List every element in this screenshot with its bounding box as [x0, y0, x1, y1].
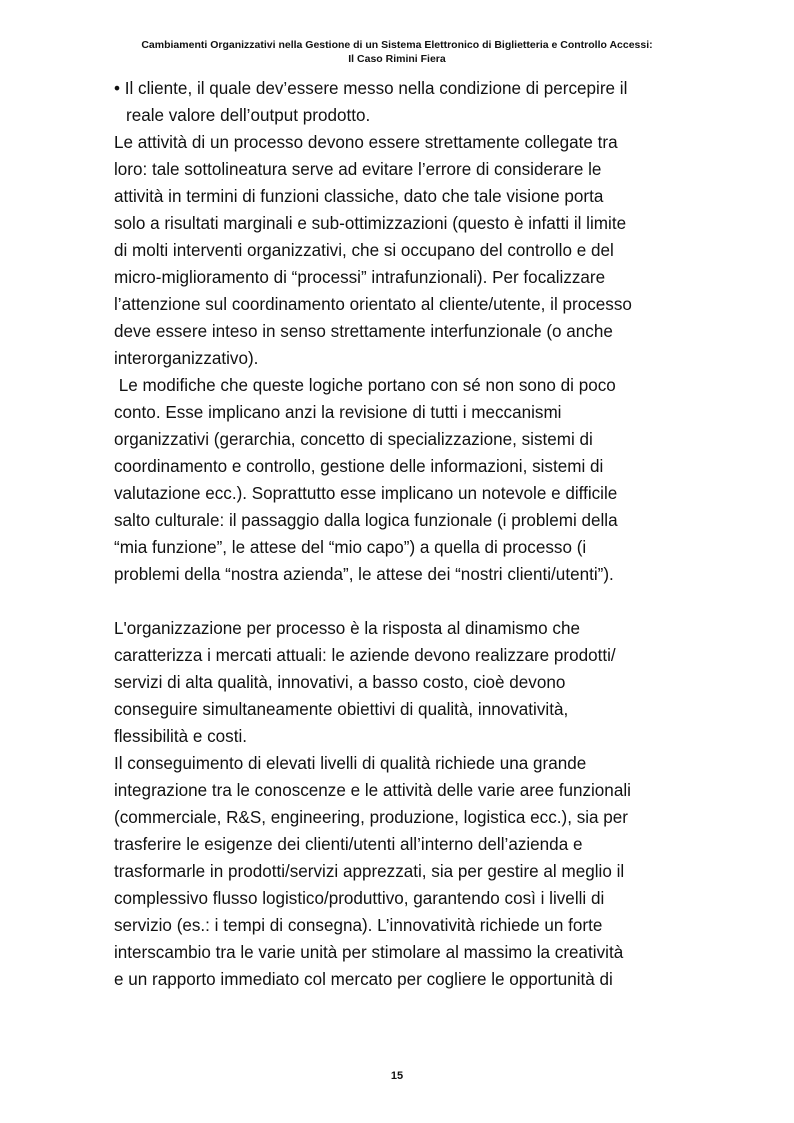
text-line: interorganizzativo).: [114, 349, 259, 368]
header-title-line-1: Cambiamenti Organizzativi nella Gestione di un Sistema Elettronico di Biglietteria e Controllo Accessi:: [141, 39, 653, 51]
text-line: interscambio tra le varie unità per stimolare al massimo la creatività: [114, 943, 624, 962]
text-line: attività in termini di funzioni classiche, dato che tale visione porta: [114, 187, 604, 206]
text-line: Il conseguimento di elevati livelli di qualità richiede una grande: [114, 754, 587, 773]
blank-line: [114, 588, 694, 615]
text-line: solo a risultati marginali e sub-ottimizzazioni (questo è infatti il limite: [114, 214, 627, 233]
text-line: Le attività di un processo devono essere strettamente collegate tra: [114, 133, 618, 152]
text-line: problemi della “nostra azienda”, le attese dei “nostri clienti/utenti”).: [114, 565, 614, 584]
text-line: di molti interventi organizzativi, che si occupano del controllo e del: [114, 241, 614, 260]
text-line: Le modifiche che queste logiche portano con sé non sono di poco: [114, 376, 616, 395]
text-line: trasferire le esigenze dei clienti/utenti all’interno dell’azienda e: [114, 835, 583, 854]
text-line: l’attenzione sul coordinamento orientato al cliente/utente, il processo: [114, 295, 632, 314]
text-line: • Il cliente, il quale dev’essere messo nella condizione di percepire il: [114, 79, 628, 98]
text-line: servizi di alta qualità, innovativi, a basso costo, cioè devono: [114, 673, 566, 692]
text-line: micro-miglioramento di “processi” intrafunzionali). Per focalizzare: [114, 268, 606, 287]
text-line: loro: tale sottolineatura serve ad evitare l’errore di considerare le: [114, 160, 602, 179]
text-line: trasformarle in prodotti/servizi apprezzati, sia per gestire al meglio il: [114, 862, 625, 881]
text-line: flessibilità e costi.: [114, 727, 248, 746]
text-line: deve essere inteso in senso strettamente interfunzionale (o anche: [114, 322, 613, 341]
text-line: organizzativi (gerarchia, concetto di specializzazione, sistemi di: [114, 430, 593, 449]
text-line: coordinamento e controllo, gestione delle informazioni, sistemi di: [114, 457, 604, 476]
text-line: complessivo flusso logistico/produttivo, garantendo così i livelli di: [114, 889, 605, 908]
text-line: salto culturale: il passaggio dalla logica funzionale (i problemi della: [114, 511, 618, 530]
text-line: “mia funzione”, le attese del “mio capo”) a quella di processo (i: [114, 538, 587, 557]
header-title-line-2: Il Caso Rimini Fiera: [348, 53, 446, 65]
text-line: L'organizzazione per processo è la risposta al dinamismo che: [114, 619, 580, 638]
text-line: valutazione ecc.). Soprattutto esse implicano un notevole e difficile: [114, 484, 618, 503]
page-number: 15: [390, 1070, 404, 1082]
text-line: conseguire simultaneamente obiettivi di qualità, innovatività,: [114, 700, 569, 719]
text-line: conto. Esse implicano anzi la revisione di tutti i meccanismi: [114, 403, 562, 422]
text-line: reale valore dell’output prodotto.: [126, 106, 371, 125]
text-line: e un rapporto immediato col mercato per cogliere le opportunità di: [114, 970, 613, 989]
text-line: caratterizza i mercati attuali: le aziende devono realizzare prodotti/: [114, 646, 616, 665]
body-text: [114, 75, 694, 993]
text-line: (commerciale, R&S, engineering, produzione, logistica ecc.), sia per: [114, 808, 628, 827]
text-line: integrazione tra le conoscenze e le attività delle varie aree funzionali: [114, 781, 631, 800]
running-header: [100, 38, 694, 66]
text-line: servizio (es.: i tempi di consegna). L’innovatività richiede un forte: [114, 916, 603, 935]
